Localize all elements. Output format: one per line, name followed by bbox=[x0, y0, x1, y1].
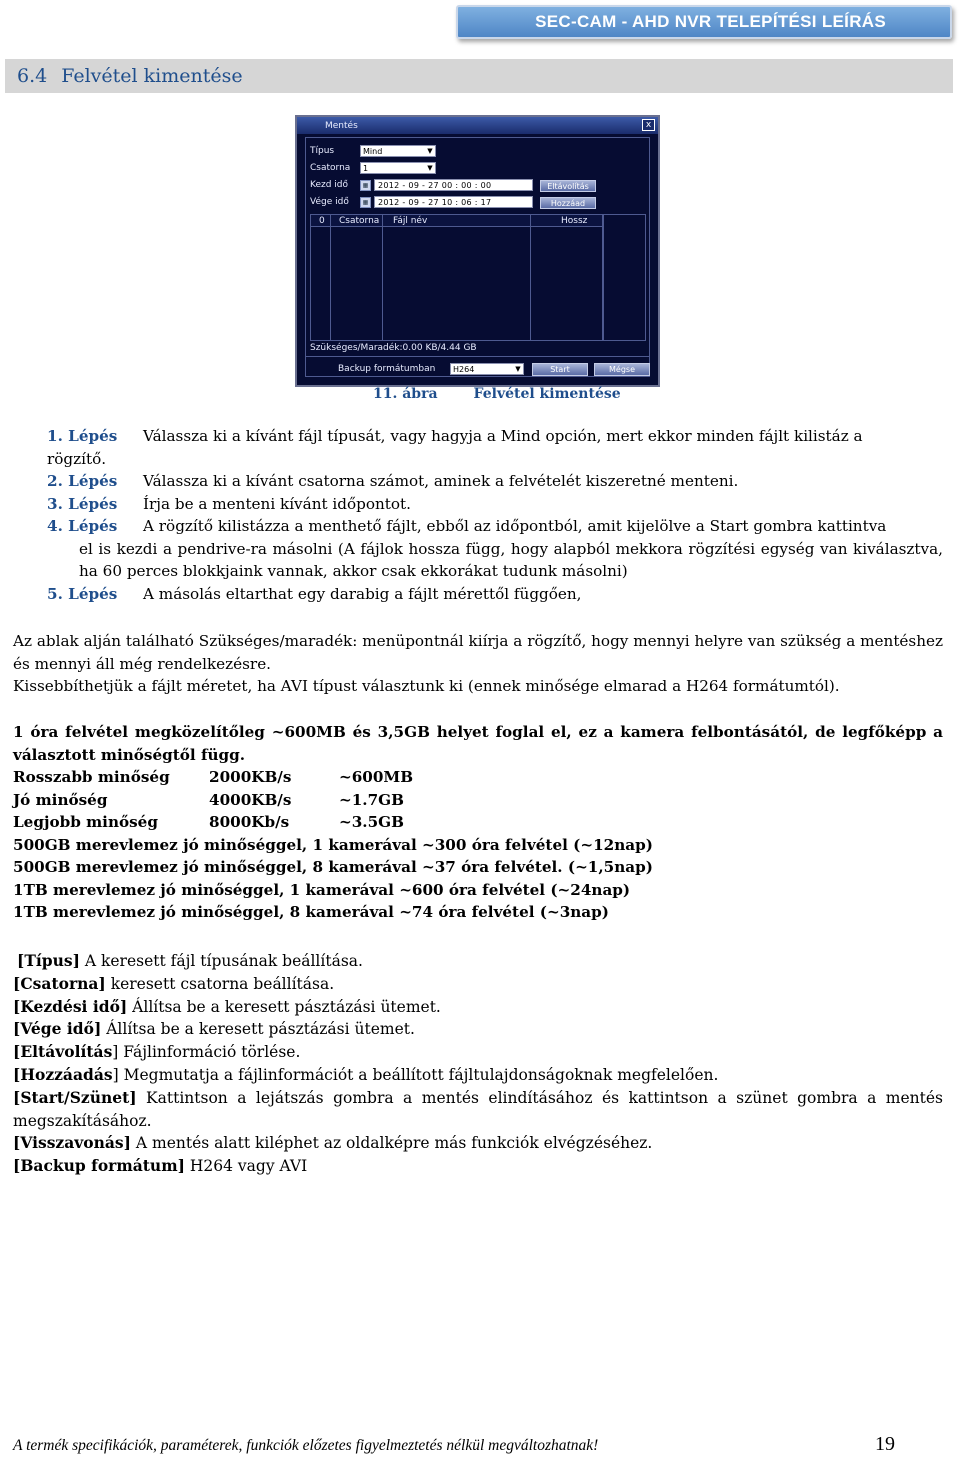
start-button[interactable]: Start bbox=[532, 363, 588, 376]
definition-desc: Állítsa be a keresett pásztázási ütemet. bbox=[101, 1020, 415, 1039]
step-text: A másolás eltarthat egy darabig a fájlt mérettől függően, bbox=[143, 584, 582, 603]
column-divider bbox=[382, 214, 383, 341]
col-length: Hossz bbox=[561, 215, 588, 226]
end-time-field[interactable]: 2012 - 09 - 27 10 : 06 : 17 bbox=[374, 196, 533, 208]
definition-desc: A mentés alatt kiléphet az oldalképre más funkciók elvégzéséhez. bbox=[131, 1134, 653, 1153]
quality-size: ~600MB bbox=[339, 768, 414, 786]
step-3 bbox=[13, 493, 943, 516]
channel-label: Csatorna bbox=[310, 163, 351, 173]
dialog-panel bbox=[305, 137, 650, 377]
figure-title: Felvétel kimentése bbox=[473, 386, 621, 402]
remove-button[interactable]: Eltávolítás bbox=[540, 180, 596, 192]
definition-item bbox=[13, 1064, 943, 1087]
quality-row bbox=[13, 811, 943, 834]
footer-note: A termék specifikációk, paraméterek, funkciók előzetes figyelmeztetés nélkül megváltozhatnak! bbox=[13, 1437, 599, 1454]
step-label: 1. Lépés bbox=[47, 427, 118, 445]
dvr-backup-dialog bbox=[295, 115, 660, 387]
step-5 bbox=[13, 583, 943, 606]
step-label: 5. Lépés bbox=[47, 584, 118, 603]
cancel-button[interactable]: Mégse bbox=[594, 363, 650, 376]
step-label: 3. Lépés bbox=[47, 494, 118, 513]
quality-size: ~3.5GB bbox=[339, 813, 404, 831]
definition-item bbox=[13, 1018, 943, 1041]
start-time-label: Kezd idő bbox=[310, 180, 349, 190]
banner-title: SEC-CAM - AHD NVR TELEPÍTÉSI LEÍRÁS bbox=[535, 12, 886, 31]
col-index: 0 bbox=[319, 215, 325, 226]
definition-item bbox=[13, 950, 943, 973]
definition-term: [Típus] bbox=[17, 951, 80, 970]
step-1 bbox=[13, 425, 943, 448]
quality-name: Legjobb minőség bbox=[13, 813, 158, 831]
step-text: A rögzítő kilistázza a menthető fájlt, ebből az időpontból, amit kijelölve a Start gombra kattintva bbox=[143, 517, 887, 535]
step-text: Válassza ki a kívánt csatorna számot, aminek a felvételét kiszeretné menteni. bbox=[143, 472, 739, 490]
calendar-icon[interactable]: ▦ bbox=[360, 197, 371, 208]
definitions-list bbox=[13, 950, 943, 1178]
hdd-line: 500GB merevlemez jó minőséggel, 8 kamerával ~37 óra felvétel. (~1,5nap) bbox=[13, 858, 653, 876]
definition-item bbox=[13, 973, 943, 996]
definition-desc: Állítsa be a keresett pásztázási ütemet. bbox=[127, 997, 441, 1016]
definition-item bbox=[13, 1132, 943, 1155]
format-row bbox=[338, 362, 524, 376]
definition-term: [Vége idő] bbox=[13, 1019, 102, 1039]
type-label: Típus bbox=[310, 146, 335, 156]
definition-term: [Hozzáadás bbox=[13, 1064, 113, 1084]
definition-item bbox=[13, 1155, 943, 1178]
channel-select-value: 1 bbox=[363, 163, 369, 173]
add-button[interactable]: Hozzáad bbox=[540, 197, 596, 209]
quality-rate: 4000KB/s bbox=[209, 790, 292, 809]
section-heading bbox=[5, 59, 953, 93]
steps-list bbox=[13, 425, 943, 605]
quality-row bbox=[13, 789, 943, 812]
definition-desc: A keresett fájl típusának beállítása. bbox=[79, 952, 363, 970]
definition-item bbox=[13, 1087, 943, 1133]
col-channel: Csatorna bbox=[339, 215, 380, 226]
type-select-value: Mind bbox=[363, 146, 383, 156]
format-select-value: H264 bbox=[453, 364, 475, 374]
channel-row bbox=[310, 161, 436, 175]
type-row bbox=[310, 144, 436, 158]
definition-term: [Csatorna] bbox=[13, 973, 106, 993]
section-title: Felvétel kimentése bbox=[61, 65, 243, 87]
dialog-titlebar bbox=[297, 117, 658, 134]
definition-desc: ] Fájlinformáció törlése. bbox=[112, 1043, 301, 1062]
format-label: Backup formátumban bbox=[338, 364, 436, 374]
close-icon[interactable]: x bbox=[642, 119, 655, 131]
channel-select[interactable] bbox=[360, 162, 436, 174]
definition-desc: H264 vagy AVI bbox=[184, 1157, 308, 1176]
section-number: 6.4 bbox=[17, 65, 48, 87]
figure-number: 11. ábra bbox=[373, 386, 438, 402]
definition-desc: Kattintson a lejátszás gombra a mentés elindításához és kattintson a szünet gombra a mentés megszakításához. bbox=[13, 1088, 943, 1130]
chevron-down-icon: ▼ bbox=[515, 365, 521, 373]
step-4-continuation: el is kezdi a pendrive-ra másolni (A fájlok hossza függ, hogy alapból mekkora rögzítési egység van kiválasztva, ha 60 perces blokkjaink vannak, akkor csak ekkorákat tudunk másolni) bbox=[79, 539, 943, 580]
figure-caption bbox=[373, 386, 621, 402]
end-time-label: Vége idő bbox=[310, 197, 349, 207]
hdd-line: 1TB merevlemez jó minőséggel, 1 kamerával ~600 óra felvétel (~24nap) bbox=[13, 880, 631, 899]
definition-term: [Start/Szünet] bbox=[13, 1087, 137, 1107]
column-divider bbox=[530, 214, 531, 341]
divider bbox=[306, 356, 649, 357]
chevron-down-icon: ▼ bbox=[427, 164, 433, 172]
step-text: Írja be a menteni kívánt időpontot. bbox=[143, 494, 411, 513]
step-1-continuation: rögzítő. bbox=[47, 449, 107, 468]
type-select[interactable] bbox=[360, 145, 436, 157]
definition-term: [Eltávolítás bbox=[13, 1042, 113, 1062]
quality-table bbox=[13, 766, 943, 924]
col-filename: Fájl név bbox=[393, 215, 428, 226]
paragraph-avi-info: Kissebbíthetjük a fájlt méretet, ha AVI típust választunk ki (ennek minősége elmarad a H264 formátumtól). bbox=[13, 677, 840, 695]
hdd-line: 1TB merevlemez jó minőséggel, 8 kamerával ~74 óra felvétel (~3nap) bbox=[13, 903, 609, 921]
step-label: 2. Lépés bbox=[47, 472, 118, 490]
paragraph-storage-info: 1 óra felvétel megközelítőleg ~600MB és 3,5GB helyet foglal el, ez a kamera felbontásától, de legfőképp a választott minőségtől függ. bbox=[13, 723, 943, 764]
step-text: Válassza ki a kívánt fájl típusát, vagy hagyja a Mind opción, mert ekkor minden fájlt kilistáz a bbox=[143, 427, 863, 445]
definition-term: [Visszavonás] bbox=[13, 1133, 131, 1153]
quality-name: Jó minőség bbox=[13, 790, 108, 809]
start-time-row bbox=[310, 178, 533, 192]
start-time-field[interactable]: 2012 - 09 - 27 00 : 00 : 00 bbox=[374, 179, 533, 191]
definition-item bbox=[13, 996, 943, 1019]
quality-rate: 8000Kb/s bbox=[209, 813, 290, 831]
quality-rate: 2000KB/s bbox=[209, 768, 292, 786]
page-footer bbox=[13, 1433, 943, 1456]
column-divider bbox=[330, 214, 331, 341]
dialog-title: Mentés bbox=[325, 120, 358, 131]
quality-row bbox=[13, 766, 943, 789]
format-select[interactable] bbox=[450, 363, 524, 375]
step-label: 4. Lépés bbox=[47, 517, 118, 535]
space-status: Szükséges/Maradék:0.00 KB/4.44 GB bbox=[310, 343, 477, 353]
end-time-row bbox=[310, 195, 533, 209]
definition-term: [Kezdési idő] bbox=[13, 996, 128, 1016]
definition-item bbox=[13, 1041, 943, 1064]
file-table-body[interactable] bbox=[310, 227, 603, 341]
document-banner bbox=[456, 5, 952, 39]
step-4 bbox=[13, 515, 943, 538]
hdd-line: 500GB merevlemez jó minőséggel, 1 kamerával ~300 óra felvétel (~12nap) bbox=[13, 835, 653, 854]
definition-term: [Backup formátum] bbox=[13, 1156, 185, 1176]
calendar-icon[interactable]: ▦ bbox=[360, 180, 371, 191]
step-2 bbox=[13, 470, 943, 493]
quality-name: Rosszabb minőség bbox=[13, 768, 170, 786]
paragraph-status-info: Az ablak alján található Szükséges/maradék: menüpontnál kiírja a rögzítő, hogy mennyi helyre van szükség a mentéshez és mennyi áll még rendelkezésre. bbox=[13, 632, 943, 673]
chevron-down-icon: ▼ bbox=[427, 147, 433, 155]
file-table-header bbox=[310, 214, 603, 227]
page-number: 19 bbox=[875, 1433, 895, 1455]
scrollbar[interactable] bbox=[603, 214, 646, 341]
definition-desc: keresett csatorna beállítása. bbox=[105, 974, 335, 993]
definition-desc: ] Megmutatja a fájlinformációt a beállított fájltulajdonságoknak megfelelően. bbox=[112, 1065, 719, 1084]
quality-size: ~1.7GB bbox=[339, 790, 404, 809]
